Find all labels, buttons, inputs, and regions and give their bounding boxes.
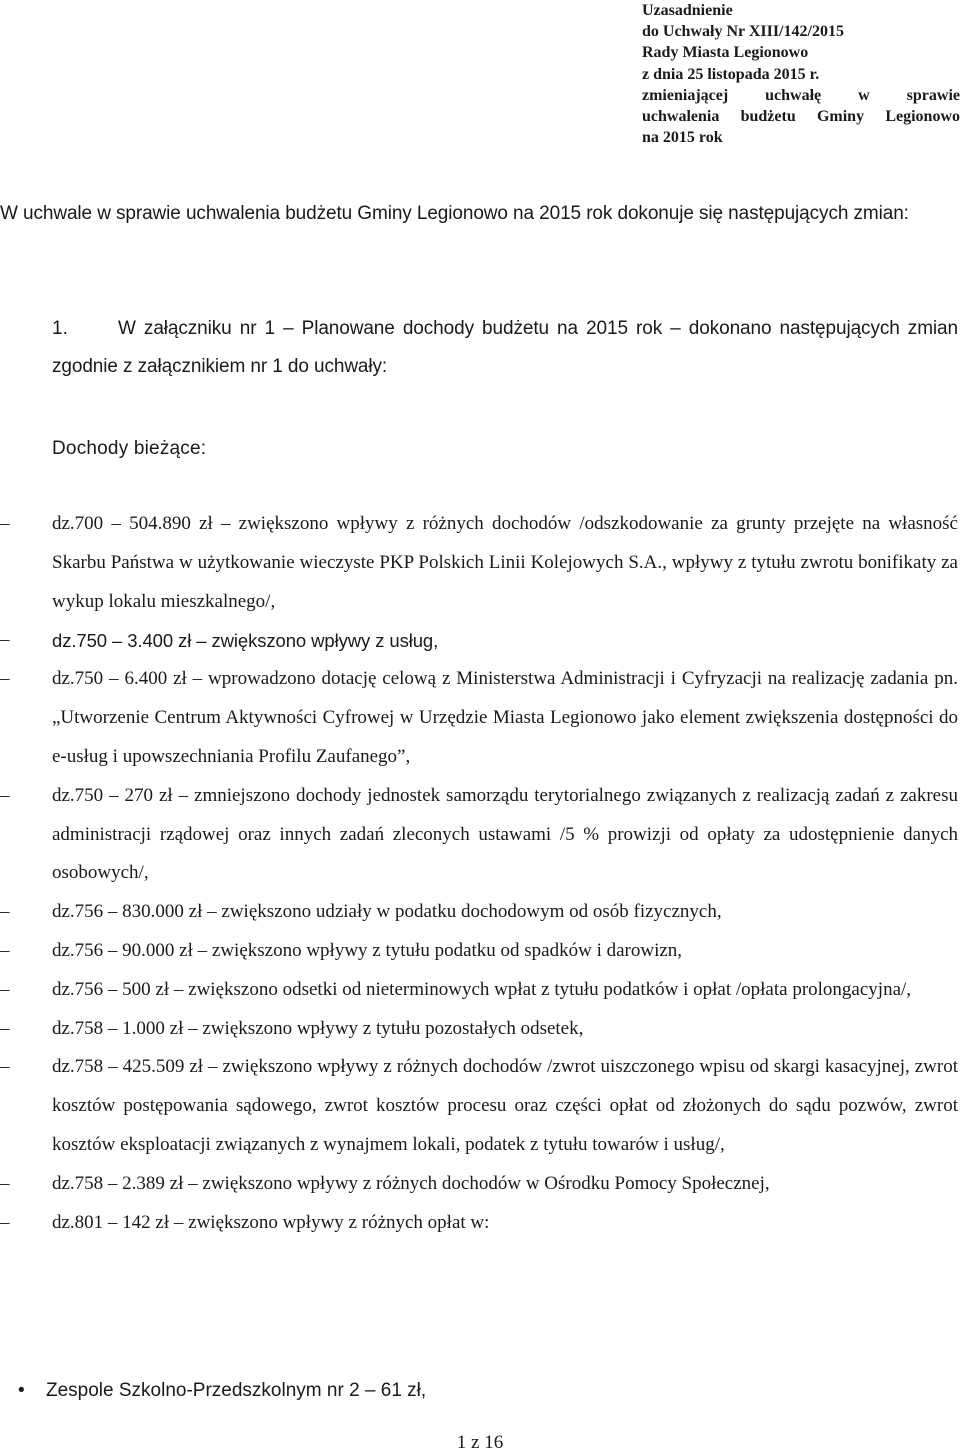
header-council: Rady Miasta Legionowo bbox=[642, 44, 809, 62]
bullet-item-text: Zespole Szkolno-Przedszkolnym nr 2 – 61 zł, bbox=[46, 1380, 427, 1401]
dash-marker: – bbox=[0, 978, 10, 1000]
list-item bbox=[0, 660, 960, 776]
list-item-text: dz.700 – 504.890 zł – zwiększono wpływy z różnych dochodów /odszkodowanie za grunty przejęte na własność Skarbu Państwa w użytkowanie wieczyste PKP Polskich Linii Kolejowych S.A., wpływy z tytułu zwrotu bonifikaty za wykup lokalu mieszkalnego/, bbox=[52, 513, 958, 612]
list-item-text: dz.756 – 500 zł – zwiększono odsetki od nieterminowych wpłat z tytułu podatków i opłat /opłata prolongacyjna/, bbox=[52, 978, 912, 1000]
dash-marker: – bbox=[0, 784, 10, 806]
dash-marker: – bbox=[0, 1056, 10, 1078]
list-item-text: dz.756 – 830.000 zł – zwiększono udziały w podatku dochodowym od osób fizycznych, bbox=[52, 901, 722, 923]
page-number: 1 z 16 bbox=[456, 1432, 504, 1453]
list-item bbox=[0, 1048, 960, 1164]
bullet-marker: • bbox=[18, 1380, 25, 1401]
header-resolution-number: do Uchwały Nr XIII/142/2015 bbox=[642, 23, 844, 41]
section-number: 1. bbox=[52, 318, 68, 339]
list-item bbox=[0, 777, 960, 893]
list-item-text: dz.750 – 6.400 zł – wprowadzono dotację celową z Ministerstwa Administracji i Cyfryzacji na realizację zadania pn. „Utworzenie Centrum Aktywności Cyfrowej w Urzędzie Miasta Legionowo jako element zwiększenia dostępności do e-usług i upowszechniania Profilu Zaufanego”, bbox=[52, 668, 958, 767]
list-item-text: dz.758 – 2.389 zł – zwiększono wpływy z różnych dochodów w Ośrodku Pomocy Społecznej, bbox=[52, 1172, 770, 1194]
header-subject-line-2: uchwalenia budżetu Gminy Legionowo bbox=[642, 108, 960, 126]
section-1 bbox=[52, 310, 958, 386]
list-item bbox=[0, 971, 960, 1010]
list-item bbox=[0, 505, 960, 621]
list-item-text: dz.750 – 270 zł – zmniejszono dochody jednostek samorządu terytorialnego związanych z realizacją zadań z zakresu administracji rządowej oraz innych zadań zleconych ustawami /5 % prowizji od opłaty za udostępnienie danych osobowych/, bbox=[52, 784, 958, 884]
header-subject-line-1: zmieniającej uchwałę w sprawie bbox=[642, 86, 960, 104]
list-item bbox=[0, 932, 960, 971]
subheading-current-income: Dochody bieżące: bbox=[52, 438, 207, 459]
list-item bbox=[0, 1204, 960, 1243]
list-item-text: dz.758 – 425.509 zł – zwiększono wpływy z różnych dochodów /zwrot uiszczonego wpisu od skargi kasacyjnej, zwrot kosztów postępowania sądowego, zwrot kosztów procesu oraz części opłat od złożonych do sądu pozwów, zwrot kosztów eksploatacji związanych z wynajmem lokali, podatek z tytułu towarów i usług/, bbox=[52, 1056, 958, 1155]
list-item bbox=[0, 1010, 960, 1049]
list-item bbox=[0, 893, 960, 932]
list-item-text: dz.758 – 1.000 zł – zwiększono wpływy z tytułu pozostałych odsetek, bbox=[52, 1017, 584, 1039]
intro-paragraph: W uchwale w sprawie uchwalenia budżetu Gminy Legionowo na 2015 rok dokonuje się następujących zmian: bbox=[0, 203, 909, 224]
document-header bbox=[642, 0, 960, 148]
dash-marker: – bbox=[0, 513, 10, 534]
header-title: Uzasadnienie bbox=[642, 2, 733, 19]
section-text: W załączniku nr 1 – Planowane dochody budżetu na 2015 rok – dokonano następujących zmian zgodnie z załącznikiem nr 1 do uchwały: bbox=[52, 318, 958, 377]
dash-marker: – bbox=[0, 1017, 10, 1039]
list-item-text: dz.756 – 90.000 zł – zwiększono wpływy z tytułu podatku od spadków i darowizn, bbox=[52, 939, 683, 961]
header-subject-line-3: na 2015 rok bbox=[642, 129, 723, 147]
dash-marker: – bbox=[0, 1172, 10, 1194]
dash-marker: – bbox=[0, 629, 10, 651]
list-item bbox=[0, 1165, 960, 1204]
income-changes-list bbox=[0, 505, 960, 1242]
list-item-text: dz.750 – 3.400 zł – zwiększono wpływy z usług, bbox=[52, 630, 439, 652]
dash-marker: – bbox=[0, 939, 10, 961]
dash-marker: – bbox=[0, 1211, 10, 1233]
bullet-list-item bbox=[0, 1372, 960, 1410]
header-date: z dnia 25 listopada 2015 r. bbox=[642, 65, 820, 83]
dash-marker: – bbox=[0, 668, 10, 690]
list-item bbox=[0, 621, 960, 660]
dash-marker: – bbox=[0, 901, 10, 923]
list-item-text: dz.801 – 142 zł – zwiększono wpływy z różnych opłat w: bbox=[52, 1211, 490, 1233]
